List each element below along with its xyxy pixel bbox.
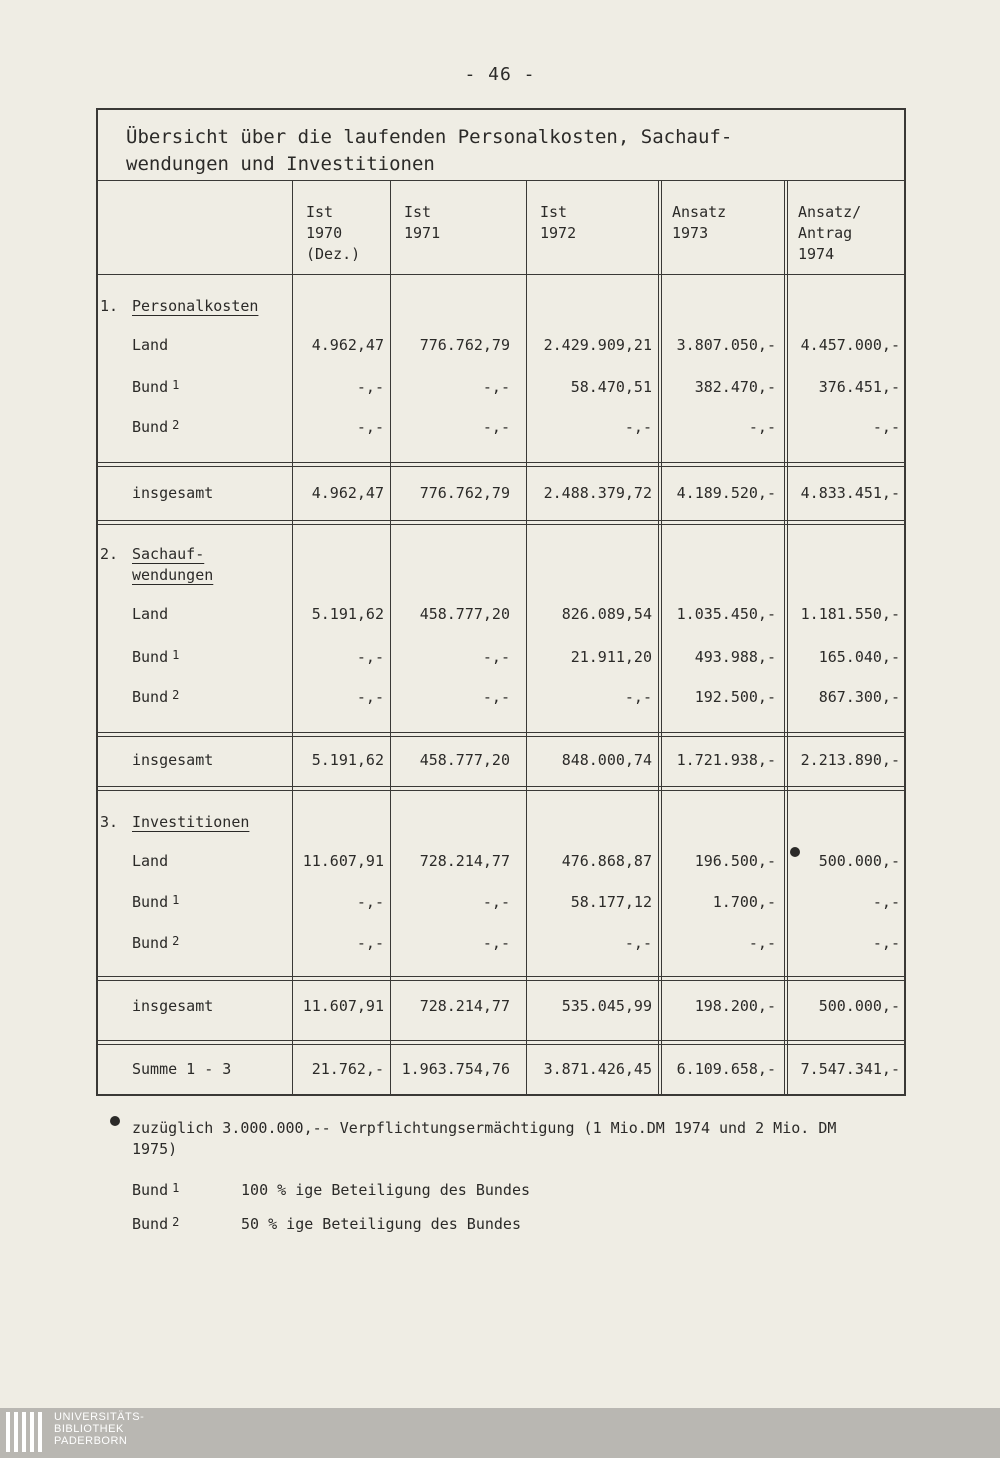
value-cell: -,- (624, 934, 652, 952)
subtotal-cell: 4.962,47 (311, 484, 384, 502)
value-cell: 382.470,- (694, 378, 776, 396)
section-title-line: Investitionen (132, 813, 250, 831)
section-title-line: wendungen (132, 566, 214, 584)
subtotal-cell: 4.833.451,- (800, 484, 900, 502)
row-label-text: Land (132, 336, 169, 354)
value-cell: -,- (356, 688, 384, 706)
value-cell: 5.191,62 (311, 605, 384, 623)
column-rule (292, 180, 293, 1094)
footnote-bund-2-label: Bund (132, 1215, 169, 1233)
column-rule (526, 180, 527, 1094)
subtotal-cell: 458.777,20 (419, 751, 510, 769)
footnote-bund-2-sup: 2 (172, 1215, 180, 1229)
subtotal-cell: 11.607,91 (302, 997, 384, 1015)
value-cell: 11.607,91 (302, 852, 384, 870)
subtotal-cell: 5.191,62 (311, 751, 384, 769)
sum-cell: 1.963.754,76 (401, 1060, 510, 1078)
value-cell: -,- (482, 648, 510, 666)
value-cell: 776.762,79 (419, 336, 510, 354)
value-cell: -,- (624, 688, 652, 706)
section-number: 2. (100, 545, 119, 563)
value-cell: 728.214,77 (419, 852, 510, 870)
subtotal-cell: 776.762,79 (419, 484, 510, 502)
value-cell: -,- (872, 934, 900, 952)
column-rule (658, 180, 662, 1094)
value-cell: 192.500,- (694, 688, 776, 706)
value-cell: 500.000,- (818, 852, 900, 870)
footnote-commitment-text: zuzüglich 3.000.000,-- Verpflichtungsermächtigung (1 Mio.DM 1974 und 2 Mio. DM 1975) (132, 1119, 837, 1158)
value-cell: 3.807.050,- (676, 336, 776, 354)
sum-label: Summe 1 - 3 (132, 1060, 232, 1078)
column-header: Ansatz 1973 (672, 203, 727, 242)
bullet-dot-icon (110, 1116, 120, 1126)
row-label (132, 688, 179, 706)
column-rule (390, 180, 391, 1094)
sum-cell: 21.762,- (311, 1060, 384, 1078)
value-cell: 58.177,12 (570, 893, 652, 911)
library-logo-icon (6, 1412, 48, 1452)
sum-cell: 7.547.341,- (800, 1060, 900, 1078)
value-cell: 165.040,- (818, 648, 900, 666)
footnote-bund-1-text: 100 % ige Beteiligung des Bundes (241, 1181, 531, 1199)
value-cell: 4.457.000,- (800, 336, 900, 354)
row-label (132, 336, 168, 354)
section-heading (100, 296, 258, 317)
value-cell: -,- (356, 934, 384, 952)
value-cell: -,- (482, 893, 510, 911)
subtotal-label: insgesamt (132, 997, 214, 1015)
footnote-bund-1-sup: 1 (172, 1181, 180, 1195)
section-heading (100, 812, 249, 833)
cost-overview-table (96, 108, 906, 1096)
value-cell: -,- (624, 418, 652, 436)
value-cell: -,- (872, 893, 900, 911)
row-label-sup: 1 (172, 378, 180, 392)
value-cell: -,- (482, 418, 510, 436)
row-label-text: Bund (132, 418, 169, 436)
value-cell: -,- (356, 418, 384, 436)
subtotal-label: insgesamt (132, 751, 214, 769)
subtotal-cell: 728.214,77 (419, 997, 510, 1015)
value-cell: -,- (356, 648, 384, 666)
row-label-text: Bund (132, 934, 169, 952)
row-label-sup: 1 (172, 648, 180, 662)
value-cell: 21.911,20 (570, 648, 652, 666)
value-cell: -,- (872, 418, 900, 436)
row-label (132, 378, 179, 396)
value-cell: -,- (356, 893, 384, 911)
sum-cell: 3.871.426,45 (543, 1060, 652, 1078)
row-label-sup: 1 (172, 893, 180, 907)
value-cell: 196.500,- (694, 852, 776, 870)
row-label (132, 418, 179, 436)
library-name-line1: UNIVERSITÄTS- (54, 1411, 145, 1423)
row-label-text: Land (132, 605, 169, 623)
value-cell: 458.777,20 (419, 605, 510, 623)
library-name-line3: PADERBORN (54, 1435, 128, 1447)
subtotal-cell: 1.721.938,- (676, 751, 776, 769)
row-label-text: Bund (132, 378, 169, 396)
value-cell: 58.470,51 (570, 378, 652, 396)
footnotes (110, 1118, 870, 1240)
footnote-bund-1 (110, 1180, 870, 1206)
footnote-bund-1-label: Bund (132, 1181, 169, 1199)
subtotal-cell: 198.200,- (694, 997, 776, 1015)
value-cell: -,- (482, 688, 510, 706)
row-label-text: Bund (132, 688, 169, 706)
value-cell: 1.700,- (712, 893, 776, 911)
value-cell: 493.988,- (694, 648, 776, 666)
subtotal-cell: 535.045,99 (561, 997, 652, 1015)
column-header: Ist 1972 (540, 203, 577, 242)
row-label (132, 605, 168, 623)
footnote-bullet-icon (790, 847, 800, 857)
row-label (132, 852, 168, 870)
footnote-commitment (110, 1118, 870, 1160)
section-number: 3. (100, 813, 119, 831)
row-label (132, 934, 179, 952)
value-cell: 476.868,87 (561, 852, 652, 870)
column-header: Ansatz/ Antrag 1974 (798, 203, 862, 263)
footnote-bund-2-text: 50 % ige Beteiligung des Bundes (241, 1215, 521, 1233)
value-cell: 867.300,- (818, 688, 900, 706)
section-title-line: Personalkosten (132, 297, 259, 315)
section-number: 1. (100, 297, 119, 315)
subtotal-cell: 2.213.890,- (800, 751, 900, 769)
library-footer (0, 1408, 1000, 1458)
value-cell: 826.089,54 (561, 605, 652, 623)
section-heading (100, 544, 213, 586)
row-label-sup: 2 (172, 418, 180, 432)
subtotal-cell: 848.000,74 (561, 751, 652, 769)
library-name (54, 1411, 144, 1447)
value-cell: -,- (356, 378, 384, 396)
row-label (132, 648, 179, 666)
library-name-line2: BIBLIOTHEK (54, 1423, 124, 1435)
row-label-sup: 2 (172, 934, 180, 948)
value-cell: 1.035.450,- (676, 605, 776, 623)
value-cell: 376.451,- (818, 378, 900, 396)
value-cell: 1.181.550,- (800, 605, 900, 623)
footnote-bund-2 (110, 1214, 870, 1240)
value-cell: -,- (482, 378, 510, 396)
subtotal-label: insgesamt (132, 484, 214, 502)
page-number: - 46 - (464, 64, 536, 85)
column-header: Ist 1970 (Dez.) (306, 203, 361, 263)
row-label-text: Land (132, 852, 169, 870)
value-cell: 2.429.909,21 (543, 336, 652, 354)
table-title: Übersicht über die laufenden Personalkosten, Sachauf- wendungen und Investitionen (126, 126, 733, 175)
column-header: Ist 1971 (404, 203, 441, 242)
value-cell: -,- (748, 934, 776, 952)
row-label-text: Bund (132, 648, 169, 666)
row-label-sup: 2 (172, 688, 180, 702)
row-label (132, 893, 179, 911)
subtotal-cell: 4.189.520,- (676, 484, 776, 502)
section-title-line: Sachauf- (132, 545, 205, 563)
value-cell: 4.962,47 (311, 336, 384, 354)
column-rule (784, 180, 788, 1094)
row-label-text: Bund (132, 893, 169, 911)
value-cell: -,- (748, 418, 776, 436)
sum-cell: 6.109.658,- (676, 1060, 776, 1078)
value-cell: -,- (482, 934, 510, 952)
subtotal-cell: 2.488.379,72 (543, 484, 652, 502)
subtotal-cell: 500.000,- (818, 997, 900, 1015)
